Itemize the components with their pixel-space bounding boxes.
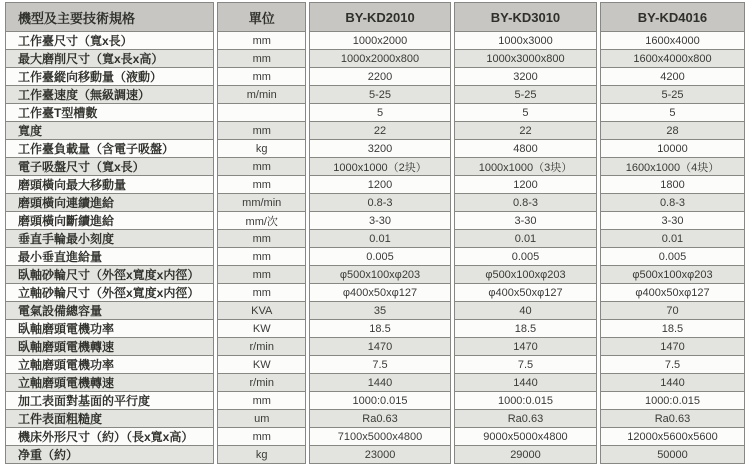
value-cell: 1000x2000x800 <box>309 50 451 68</box>
spec-name-cell: 立軸磨頭電機轉速 <box>5 374 214 392</box>
value-cell: 10000 <box>600 140 745 158</box>
spec-name-cell: 工作臺尺寸（寬x長） <box>5 32 214 50</box>
value-cell: 40 <box>454 302 597 320</box>
unit-cell: mm <box>217 32 306 50</box>
value-cell: 23000 <box>309 446 451 464</box>
unit-cell: kg <box>217 140 306 158</box>
table-row <box>5 374 745 392</box>
value-cell: 50000 <box>600 446 745 464</box>
spec-name-cell: 最小垂直進給量 <box>5 248 214 266</box>
value-cell: 0.8-3 <box>309 194 451 212</box>
value-cell: Ra0.63 <box>454 410 597 428</box>
value-cell: 0.005 <box>600 248 745 266</box>
value-cell: 3200 <box>454 68 597 86</box>
value-cell: 5 <box>309 104 451 122</box>
table-row <box>5 392 745 410</box>
unit-cell: mm <box>217 176 306 194</box>
value-cell: 18.5 <box>309 320 451 338</box>
value-cell: φ400x50xφ127 <box>309 284 451 302</box>
table-row <box>5 356 745 374</box>
value-cell: 5-25 <box>309 86 451 104</box>
value-cell: 1600x4000 <box>600 32 745 50</box>
table-row <box>5 320 745 338</box>
value-cell: φ500x100xφ203 <box>309 266 451 284</box>
table-row <box>5 428 745 446</box>
unit-cell: m/min <box>217 86 306 104</box>
spec-name-cell: 磨頭橫向最大移動量 <box>5 176 214 194</box>
unit-cell: mm/min <box>217 194 306 212</box>
value-cell: 3200 <box>309 140 451 158</box>
table-row <box>5 176 745 194</box>
table-row <box>5 86 745 104</box>
value-cell: 1000:0.015 <box>309 392 451 410</box>
table-row <box>5 140 745 158</box>
column-header-unit: 單位 <box>217 2 306 32</box>
value-cell: 22 <box>454 122 597 140</box>
value-cell: 1440 <box>309 374 451 392</box>
spec-name-cell: 工作臺負載量（含電子吸盤） <box>5 140 214 158</box>
spec-name-cell: 净重（約） <box>5 446 214 464</box>
unit-cell: mm/次 <box>217 212 306 230</box>
value-cell: 0.005 <box>454 248 597 266</box>
value-cell: 1000x1000（3块） <box>454 158 597 176</box>
value-cell: 70 <box>600 302 745 320</box>
value-cell: 7.5 <box>454 356 597 374</box>
table-row <box>5 194 745 212</box>
header-row <box>5 2 745 32</box>
unit-cell: mm <box>217 50 306 68</box>
value-cell: φ400x50xφ127 <box>600 284 745 302</box>
value-cell: 1000:0.015 <box>600 392 745 410</box>
value-cell: 5 <box>454 104 597 122</box>
value-cell: 12000x5600x5600 <box>600 428 745 446</box>
table-row <box>5 410 745 428</box>
table-row <box>5 338 745 356</box>
table-row <box>5 158 745 176</box>
unit-cell: um <box>217 410 306 428</box>
unit-cell: r/min <box>217 338 306 356</box>
spec-table-body <box>5 32 745 464</box>
column-header-model3: BY-KD4016 <box>600 2 745 32</box>
value-cell: 4800 <box>454 140 597 158</box>
value-cell: 1000:0.015 <box>454 392 597 410</box>
spec-name-cell: 最大磨削尺寸（寬x長x高） <box>5 50 214 68</box>
spec-name-cell: 臥軸磨頭電機功率 <box>5 320 214 338</box>
unit-cell: mm <box>217 122 306 140</box>
spec-name-cell: 臥軸磨頭電機轉速 <box>5 338 214 356</box>
spec-name-cell: 磨頭橫向連續進給 <box>5 194 214 212</box>
unit-cell: mm <box>217 284 306 302</box>
table-row <box>5 32 745 50</box>
value-cell: 0.8-3 <box>454 194 597 212</box>
value-cell: 2200 <box>309 68 451 86</box>
value-cell: 1800 <box>600 176 745 194</box>
column-header-model1: BY-KD2010 <box>309 2 451 32</box>
value-cell: 7.5 <box>600 356 745 374</box>
table-row <box>5 446 745 464</box>
spec-table-header <box>5 2 745 32</box>
table-row <box>5 284 745 302</box>
spec-name-cell: 工作臺縱向移動量（液動） <box>5 68 214 86</box>
value-cell: 0.005 <box>309 248 451 266</box>
value-cell: 9000x5000x4800 <box>454 428 597 446</box>
value-cell: φ500x100xφ203 <box>600 266 745 284</box>
unit-cell: mm <box>217 428 306 446</box>
value-cell: 0.01 <box>309 230 451 248</box>
spec-name-cell: 加工表面對基面的平行度 <box>5 392 214 410</box>
table-row <box>5 68 745 86</box>
column-header-model2: BY-KD3010 <box>454 2 597 32</box>
value-cell: 29000 <box>454 446 597 464</box>
unit-cell: r/min <box>217 374 306 392</box>
value-cell: 3-30 <box>454 212 597 230</box>
value-cell: φ500x100xφ203 <box>454 266 597 284</box>
spec-name-cell: 工作臺T型槽數 <box>5 104 214 122</box>
value-cell: 1600x4000x800 <box>600 50 745 68</box>
value-cell: 5-25 <box>454 86 597 104</box>
unit-cell: kg <box>217 446 306 464</box>
table-row <box>5 104 745 122</box>
value-cell: φ400x50xφ127 <box>454 284 597 302</box>
value-cell: 35 <box>309 302 451 320</box>
spec-name-cell: 電子吸盤尺寸（寬x長） <box>5 158 214 176</box>
spec-name-cell: 工作臺速度（無級調速） <box>5 86 214 104</box>
value-cell: 28 <box>600 122 745 140</box>
value-cell: 1000x2000 <box>309 32 451 50</box>
unit-cell: mm <box>217 248 306 266</box>
spec-name-cell: 機床外形尺寸（約）（長x寬x高） <box>5 428 214 446</box>
value-cell: 5-25 <box>600 86 745 104</box>
value-cell: 1470 <box>454 338 597 356</box>
value-cell: 18.5 <box>600 320 745 338</box>
unit-cell: mm <box>217 230 306 248</box>
spec-table <box>2 2 748 464</box>
spec-name-cell: 磨頭橫向斷續進給 <box>5 212 214 230</box>
value-cell: 1000x3000 <box>454 32 597 50</box>
value-cell: 1000x1000（2块） <box>309 158 451 176</box>
unit-cell: KW <box>217 356 306 374</box>
table-row <box>5 230 745 248</box>
value-cell: 0.01 <box>600 230 745 248</box>
value-cell: Ra0.63 <box>600 410 745 428</box>
table-row <box>5 302 745 320</box>
table-row <box>5 248 745 266</box>
unit-cell: KVA <box>217 302 306 320</box>
value-cell: 1470 <box>309 338 451 356</box>
value-cell: 1470 <box>600 338 745 356</box>
spec-name-cell: 電氣設備總容量 <box>5 302 214 320</box>
value-cell: 18.5 <box>454 320 597 338</box>
unit-cell: mm <box>217 68 306 86</box>
value-cell: 1440 <box>454 374 597 392</box>
unit-cell: mm <box>217 266 306 284</box>
spec-name-cell: 立軸磨頭電機功率 <box>5 356 214 374</box>
value-cell: 5 <box>600 104 745 122</box>
value-cell: 0.8-3 <box>600 194 745 212</box>
value-cell: 1200 <box>454 176 597 194</box>
table-row <box>5 122 745 140</box>
unit-cell: KW <box>217 320 306 338</box>
value-cell: Ra0.63 <box>309 410 451 428</box>
column-header-spec: 機型及主要技術規格 <box>5 2 214 32</box>
table-row <box>5 50 745 68</box>
spec-name-cell: 寬度 <box>5 122 214 140</box>
value-cell: 1600x1000（4块） <box>600 158 745 176</box>
value-cell: 7100x5000x4800 <box>309 428 451 446</box>
value-cell: 3-30 <box>309 212 451 230</box>
value-cell: 1440 <box>600 374 745 392</box>
unit-cell: mm <box>217 392 306 410</box>
unit-cell <box>217 104 306 122</box>
spec-name-cell: 工件表面粗糙度 <box>5 410 214 428</box>
spec-name-cell: 立軸砂輪尺寸（外徑x寬度x内徑） <box>5 284 214 302</box>
value-cell: 1200 <box>309 176 451 194</box>
value-cell: 1000x3000x800 <box>454 50 597 68</box>
table-row <box>5 212 745 230</box>
spec-name-cell: 臥軸砂輪尺寸（外徑x寬度x内徑） <box>5 266 214 284</box>
value-cell: 22 <box>309 122 451 140</box>
spec-name-cell: 垂直手輪最小刻度 <box>5 230 214 248</box>
value-cell: 4200 <box>600 68 745 86</box>
unit-cell: mm <box>217 158 306 176</box>
table-row <box>5 266 745 284</box>
value-cell: 0.01 <box>454 230 597 248</box>
value-cell: 3-30 <box>600 212 745 230</box>
value-cell: 7.5 <box>309 356 451 374</box>
